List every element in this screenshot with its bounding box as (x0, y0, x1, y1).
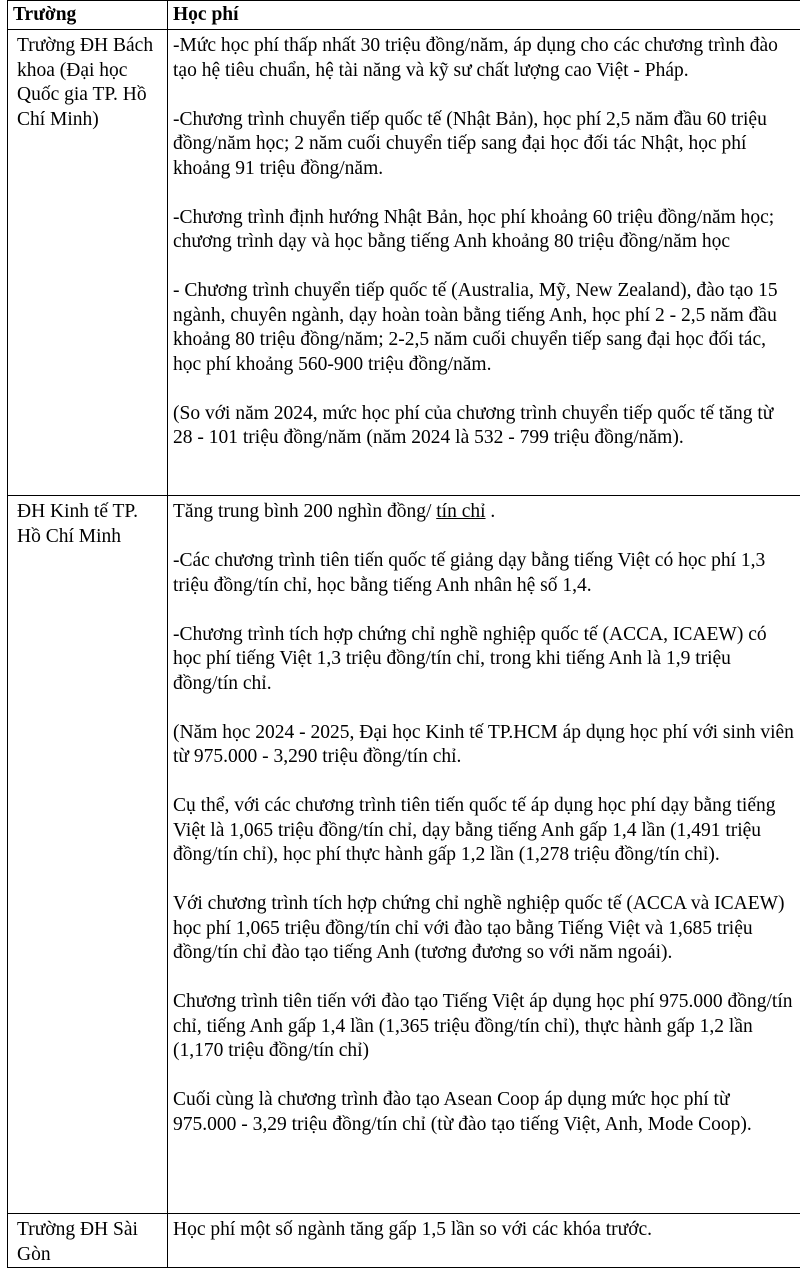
school-name: Trường ĐH Bách khoa (Đại học Quốc gia TP. Hồ Chí Minh) (8, 30, 168, 496)
fee-paragraph: (Năm học 2024 - 2025, Đại học Kinh tế TP.HCM áp dụng học phí với sinh viên từ 975.000 - 3,290 triệu đồng/tín chỉ. (173, 721, 796, 770)
header-school: Trường (8, 1, 168, 30)
fee-intro (173, 500, 796, 525)
fee-cell (168, 30, 800, 496)
fee-paragraph: Cuối cùng là chương trình đào tạo Asean Coop áp dụng mức học phí từ 975.000 - 3,29 triệu đồng/tín chỉ (từ đào tạo tiếng Việt, Anh, Mode Coop). (173, 1088, 796, 1137)
table-header-row (8, 1, 800, 30)
fee-intro-text: Tăng trung bình 200 nghìn đồng/ (173, 501, 436, 522)
credit-link[interactable]: tín chỉ (436, 501, 485, 522)
table-row (8, 496, 800, 1214)
fee-paragraph: - Chương trình chuyển tiếp quốc tế (Australia, Mỹ, New Zealand), đào tạo 15 ngành, chuyên ngành, dạy hoàn toàn bằng tiếng Anh, học phí 2 - 2,5 năm đầu khoảng 80 triệu đồng/năm; 2-2,5 năm cuối chuyển tiếp sang đại học đối tác, học phí khoảng 560-900 triệu đồng/năm. (173, 279, 796, 377)
tuition-table (7, 0, 800, 1268)
school-name: Trường ĐH Sài Gòn (8, 1214, 168, 1268)
fee-cell (168, 1214, 800, 1268)
fee-cell (168, 496, 800, 1214)
fee-paragraph: -Chương trình định hướng Nhật Bản, học phí khoảng 60 triệu đồng/năm học; chương trình dạy và học bằng tiếng Anh khoảng 80 triệu đồng/năm học (173, 206, 796, 255)
fee-paragraph: Cụ thể, với các chương trình tiên tiến quốc tế áp dụng học phí dạy bằng tiếng Việt là 1,065 triệu đồng/tín chỉ, dạy bằng tiếng Anh gấp 1,4 lần (1,491 triệu đồng/tín chỉ), học phí thực hành gấp 1,2 lần (1,278 triệu đồng/tín chỉ). (173, 794, 796, 868)
fee-paragraph: -Chương trình chuyển tiếp quốc tế (Nhật Bản), học phí 2,5 năm đầu 60 triệu đồng/năm học; 2 năm cuối chuyển tiếp sang đại học đối tác Nhật, học phí khoảng 91 triệu đồng/năm. (173, 108, 796, 182)
fee-paragraph: Chương trình tiên tiến với đào tạo Tiếng Việt áp dụng học phí 975.000 đồng/tín chỉ, tiếng Anh gấp 1,4 lần (1,365 triệu đồng/tín chỉ), thực hành gấp 1,2 lần (1,170 triệu đồng/tín chỉ) (173, 990, 796, 1064)
table-row (8, 30, 800, 496)
fee-paragraph: Học phí một số ngành tăng gấp 1,5 lần so với các khóa trước. (173, 1218, 796, 1243)
fee-intro-tail: . (486, 501, 496, 522)
fee-paragraph: -Các chương trình tiên tiến quốc tế giảng dạy bằng tiếng Việt có học phí 1,3 triệu đồng/tín chỉ, học bằng tiếng Anh nhân hệ số 1,4. (173, 549, 796, 598)
fee-paragraph: -Mức học phí thấp nhất 30 triệu đồng/năm, áp dụng cho các chương trình đào tạo hệ tiêu chuẩn, hệ tài năng và kỹ sư chất lượng cao Việt - Pháp. (173, 34, 796, 83)
header-fee: Học phí (168, 1, 800, 30)
fee-paragraph: (So với năm 2024, mức học phí của chương trình chuyển tiếp quốc tế tăng từ 28 - 101 triệu đồng/năm (năm 2024 là 532 - 799 triệu đồng/năm). (173, 402, 796, 451)
fee-paragraph: Với chương trình tích hợp chứng chỉ nghề nghiệp quốc tế (ACCA và ICAEW) học phí 1,065 triệu đồng/tín chỉ với đào tạo bằng Tiếng Việt và 1,685 triệu đồng/tín chỉ đào tạo tiếng Anh (tương đương so với năm ngoái). (173, 892, 796, 966)
fee-paragraph: -Chương trình tích hợp chứng chỉ nghề nghiệp quốc tế (ACCA, ICAEW) có học phí tiếng Việt 1,3 triệu đồng/tín chỉ, trong khi tiếng Anh là 1,9 triệu đồng/tín chỉ. (173, 623, 796, 697)
school-name: ĐH Kinh tế TP. Hồ Chí Minh (8, 496, 168, 1214)
table-row (8, 1214, 800, 1268)
